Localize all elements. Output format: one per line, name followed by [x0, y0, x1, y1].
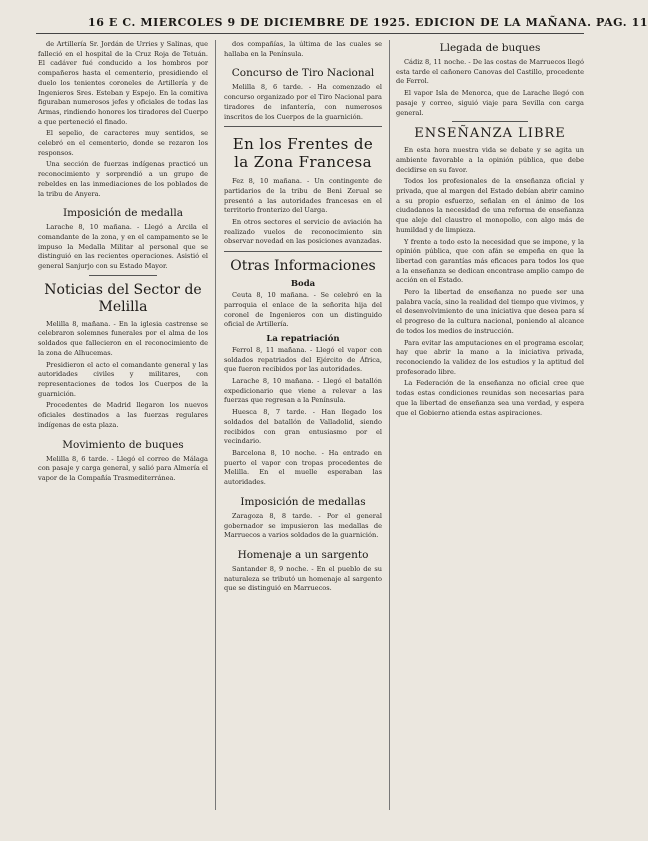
article-paragraph: de Artillería Sr. Jordán de Urries y Salinas, que falleció en el hospital de la Cruz Roja de Tetuán. El cadáver fué conducido a los hombros por compañeros hasta el cementerio, presidiendo el duelo los tenientes coroneles de Artillería y de Ingenieros Sres. Esteban y Espejo. En la comitiva figuraban numerosos jefes y oficiales de todas las Armas, rindiendo honores los tiradores del Cuerpo a que perteneció el finado. — [38, 40, 208, 126]
article-paragraph: Larache 8, 10 mañana. - Llegó a Arcila el comandante de la zona, y en el campamento se le impuso la Medalla Militar al personal que se distinguió en las recientes operaciones. Asistió el general Sanjurjo con su Estado Mayor. — [38, 223, 208, 271]
page-header: 16 E C. MIERCOLES 9 DE DICIEMBRE DE 1925. EDICION DE LA MAÑANA. PAG. 11 — [88, 16, 648, 29]
section-heading: Llegada de buques — [439, 42, 541, 54]
column-1 — [38, 40, 208, 810]
column-separator-1 — [215, 40, 216, 810]
section-heading: Imposición de medallas — [240, 495, 366, 508]
article-paragraph: Y frente a todo esto la necesidad que se impone, y la opinión pública, que con afán se empeña en que la libertad con garantías más eficaces para todos los que a la enseñanza se dedican encontrase amplio campo de acción en el Estado. — [396, 237, 584, 285]
article-paragraph: Pero la libertad de enseñanza no puede ser una palabra vacía, sino la realidad del tiempo que vivimos, y el desenvolvimiento de una iniciativa que desea para sí el progreso de la cultura nacional, poniendo al alcance de todos los medios de instrucción. — [396, 288, 584, 335]
section-headline: Otras Informaciones — [230, 258, 376, 275]
article-paragraph: Melilla 8, 6 tarde. - Ha comenzado el concurso organizado por el Tiro Nacional para tiradores de infantería, con numerosos inscritos de los Cuerpos de la guarnición. — [224, 83, 382, 121]
article-paragraph: Una sección de fuerzas indígenas practicó un reconocimiento y sorprendió a un grupo de rebeldes en las inmediaciones de los poblados de la tribu de Anyera. — [38, 160, 208, 198]
section-headline: En los Frentes de la Zona Francesa — [232, 135, 374, 172]
divider — [452, 121, 527, 122]
article-paragraph: Para evitar las amputaciones en el programa escolar, hay que abrir la mano a la iniciativa privada, reconociendo la validez de los estudios y la aptitud del profesorado libre. — [396, 338, 584, 376]
divider — [89, 275, 157, 276]
divider — [224, 126, 382, 127]
article-paragraph: Presidieron el acto el comandante general y las autoridades civiles y militares, con representaciones de todos los Cuerpos de la guarnición. — [38, 360, 208, 398]
article-paragraph: Barcelona 8, 10 noche. - Ha entrado en puerto el vapor con tropas procedentes de Melilla. En el muelle esperaban las autoridades. — [224, 448, 382, 487]
article-paragraph: La Federación de la enseñanza no oficial cree que todas estas condiciones reunidas son necesarias para que la libertad de enseñanza sea una verdad, y espera que el Gobierno atienda estas aspiraciones. — [396, 379, 584, 417]
subheading: Boda — [290, 279, 316, 290]
column-separator-2 — [389, 40, 390, 810]
article-paragraph: Fez 8, 10 mañana. - Un contingente de partidarios de la tribu de Beni Zerual se presentó a las autoridades francesas en el territorio fronterizo del Uarga. — [224, 177, 382, 215]
section-headline: Noticias del Sector de Melilla — [44, 281, 202, 315]
article-paragraph: Melilla 8, mañana. - En la iglesia castrense se celebraron solemnes funerales por el alma de los soldados que fallecieron en el reconocimiento de la zona de Alhucemas. — [38, 319, 208, 357]
divider — [224, 251, 382, 252]
section-heading: Homenaje a un sargento — [237, 548, 369, 561]
article-paragraph: En otros sectores el servicio de aviación ha realizado vuelos de reconocimiento sin observar novedad en las posiciones avanzadas. — [224, 218, 382, 246]
article-paragraph: En esta hora nuestra vida se debate y se agita un ambiente favorable a la opinión pública, que debe decidirse en su favor. — [396, 146, 584, 174]
section-headline: ENSEÑANZA LIBRE — [414, 126, 566, 142]
article-paragraph: Huesca 8, 7 tarde. - Han llegado los soldados del batallón de Valladolid, siendo recibidos con gran entusiasmo por el vecindario. — [224, 408, 382, 446]
article-paragraph: Procedentes de Madrid llegaron los nuevos oficiales destinados a las fuerzas regulares indígenas de esta plaza. — [38, 401, 208, 429]
article-paragraph: Ceuta 8, 10 mañana. - Se celebró en la parroquia el enlace de la señorita hija del coronel de Ingenieros con un distinguido oficial de Artillería. — [224, 291, 382, 329]
article-paragraph: Melilla 8, 6 tarde. - Llegó el correo de Málaga con pasaje y carga general, y salió para Almería el vapor de la Compañía Trasmediterránea. — [38, 454, 208, 482]
header-rule — [36, 33, 584, 34]
article-paragraph: El sepelio, de caracteres muy sentidos, se celebró en el cementerio, donde se rezaron los responsos. — [38, 129, 208, 157]
article-paragraph: Zaragoza 8, 8 tarde. - Por el general gobernador se impusieron las medallas de Marruecos a varios soldados de la guarnición. — [224, 511, 382, 540]
column-3 — [396, 40, 584, 810]
subheading: La repatriación — [266, 333, 340, 344]
section-heading: Imposición de medalla — [63, 207, 183, 220]
section-heading: Movimiento de buques — [62, 438, 184, 451]
article-paragraph: Santander 8, 9 noche. - En el pueblo de su naturaleza se tributó un homenaje al sargento que se distinguió en Marruecos. — [224, 564, 382, 593]
article-paragraph: Cádiz 8, 11 noche. - De las costas de Marruecos llegó esta tarde el cañonero Canovas del Castillo, procedente de Ferrol. — [396, 58, 584, 86]
column-2 — [224, 40, 382, 810]
article-paragraph: Todos los profesionales de la enseñanza oficial y privada, que al margen del Estado debían abrir camino a su propio esfuerzo, señalan en el ánimo de los ciudadanos la necesidad de una reforma de enseñanza que aleje del claustro el monopolio, con algo más de humildad y de limpieza. — [396, 177, 584, 234]
section-heading: Concurso de Tiro Nacional — [231, 67, 375, 80]
article-paragraph: dos compañías, la última de las cuales se hallaba en la Península. — [224, 40, 382, 58]
article-paragraph: El vapor Isla de Menorca, que de Larache llegó con pasaje y correo, siguió viaje para Sevilla con carga general. — [396, 89, 584, 117]
article-paragraph: Larache 8, 10 mañana. - Llegó el batallón expedicionario que viene a relevar a las fuerzas que regresan a la Península. — [224, 377, 382, 405]
article-paragraph: Ferrol 8, 11 mañana. - Llegó el vapor con soldados repatriados del Ejército de África, que fueron recibidos por las autoridades. — [224, 345, 382, 374]
